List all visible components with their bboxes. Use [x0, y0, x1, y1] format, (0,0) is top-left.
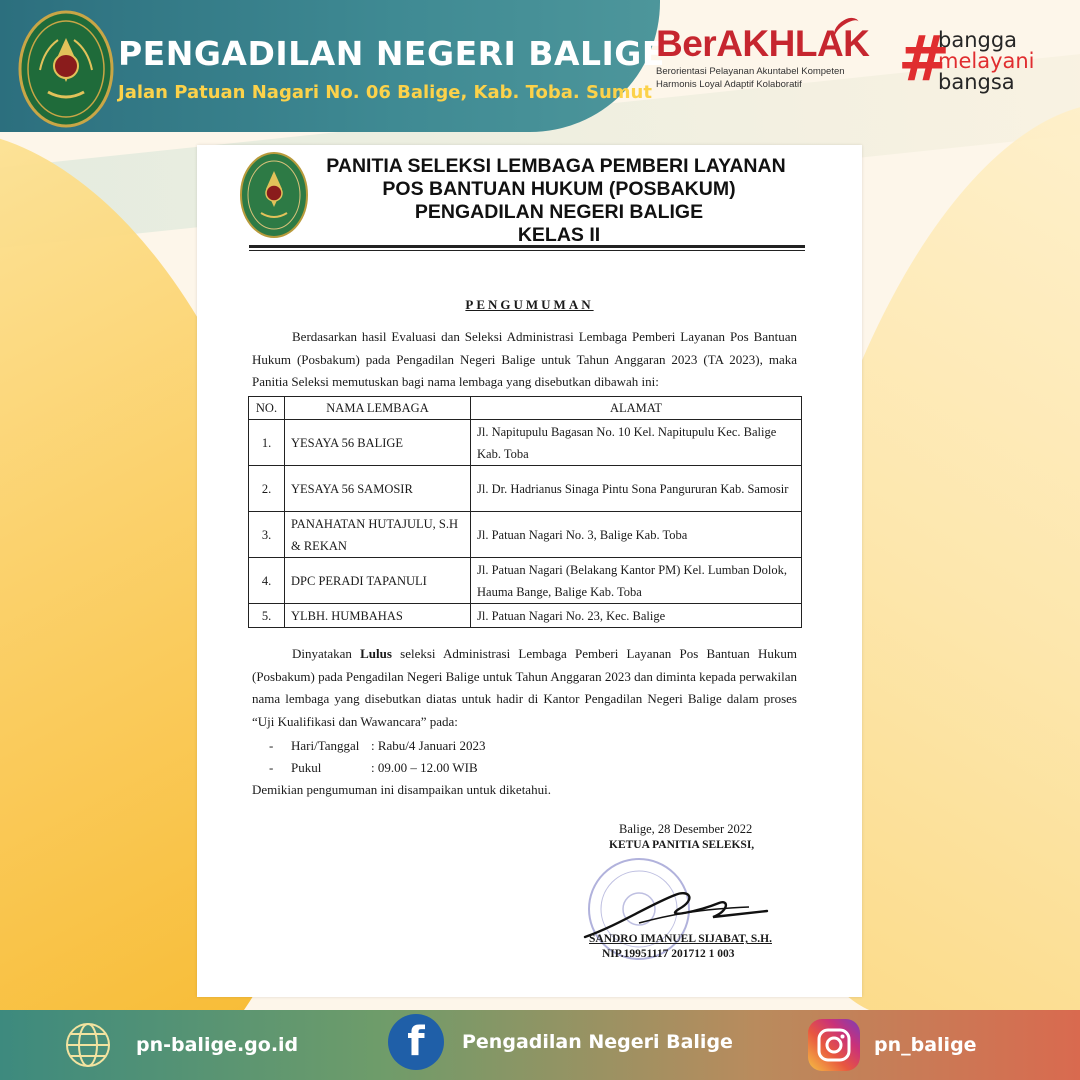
letterhead-line-4: KELAS II [517, 224, 601, 246]
signature-block [595, 821, 825, 853]
footer-website[interactable] [64, 1020, 298, 1070]
cell-alamat: Jl. Patuan Nagari No. 23, Kec. Balige [471, 604, 802, 628]
signer-nip: NIP.19951117 201712 1 003 [602, 948, 735, 960]
table-row [249, 512, 802, 558]
facebook-icon: f [388, 1014, 444, 1070]
cell-nama: YLBH. HUMBAHAS [285, 604, 471, 628]
document-heading: PENGUMUMAN [465, 297, 594, 312]
cell-alamat: Jl. Patuan Nagari (Belakang Kantor PM) Kel. Lumban Dolok, Hauma Bange, Balige Kab. Toba [471, 558, 802, 604]
berakhlak-tagline-2: Harmonis Loyal Adaptif Kolaboratif [656, 79, 802, 90]
schedule-label: Hari/Tanggal [291, 738, 360, 753]
footer-facebook[interactable] [388, 1017, 733, 1067]
schedule-value: : 09.00 – 12.00 WIB [371, 760, 478, 775]
schedule-time [269, 757, 478, 779]
result-paragraph [252, 643, 797, 733]
cell-no: 1. [249, 420, 285, 466]
cell-nama: DPC PERADI TAPANULI [285, 558, 471, 604]
cell-no: 3. [249, 512, 285, 558]
signer-name: SANDRO IMANUEL SIJABAT, S.H. [589, 933, 772, 945]
bangga-melayani-bangsa-logo [898, 22, 1068, 100]
court-emblem-icon [239, 151, 309, 239]
instagram-icon [808, 1019, 860, 1071]
intro-paragraph: Berdasarkan hasil Evaluasi dan Seleksi Administrasi Lembaga Pemberi Layanan Pos Bantuan Hukum (Posbakum) pada Pengadilan Negeri Balige untuk Tahun Anggaran 2023 (TA 2023), maka Panitia Seleksi memutuskan bagi nama lembaga yang disebutkan dibawah ini: [252, 329, 797, 389]
bangga-line-3: bangsa [938, 70, 1015, 94]
schedule-value: : Rabu/4 Januari 2023 [371, 738, 486, 753]
result-text-post: seleksi Administrasi Lembaga Pemberi Layanan Pos Bantuan Hukum (Posbakum) pada Pengadilan Negeri Balige untuk Tahun Anggaran 2023 dan diminta kepada perwakilan nama lembaga yang disebutkan diatas untuk hadir di Kantor Pengadilan Negeri Balige dalam proses “Uji Kualifikasi dan Wawancara” pada: [252, 646, 797, 729]
letterhead-rule-thin [249, 250, 805, 251]
schedule-date [269, 735, 485, 757]
bangga-line-2: melayani [938, 49, 1035, 73]
header-address: Jalan Patuan Nagari No. 06 Balige, Kab. Toba. Sumut [118, 82, 652, 103]
cell-nama: YESAYA 56 SAMOSIR [285, 466, 471, 512]
column-header-no: NO. [249, 397, 285, 420]
website-text: pn-balige.go.id [136, 1034, 299, 1056]
cell-no: 5. [249, 604, 285, 628]
result-text-pre: Dinyatakan [292, 646, 361, 661]
table-row [249, 466, 802, 512]
letterhead-rule [249, 245, 805, 248]
cell-nama: PANAHATAN HUTAJULU, S.H & REKAN [285, 512, 471, 558]
announcement-document [197, 145, 862, 997]
cell-alamat: Jl. Patuan Nagari No. 3, Balige Kab. Toba [471, 512, 802, 558]
schedule-bullet: - [269, 760, 274, 775]
berakhlak-logo [656, 24, 878, 94]
column-header-alamat: ALAMAT [471, 397, 802, 420]
table-header-row [249, 397, 802, 420]
facebook-text: Pengadilan Negeri Balige [462, 1031, 733, 1053]
cell-alamat: Jl. Napitupulu Bagasan No. 10 Kel. Napitupulu Kec. Balige Kab. Toba [471, 420, 802, 466]
cell-nama: YESAYA 56 BALIGE [285, 420, 471, 466]
letterhead [309, 155, 809, 247]
berakhlak-wordmark: BerAKHLAK [656, 23, 870, 64]
schedule-bullet: - [269, 738, 274, 753]
closing-sentence: Demikian pengumuman ini disampaikan untuk diketahui. [252, 782, 551, 797]
institution-table [248, 396, 802, 628]
cell-no: 4. [249, 558, 285, 604]
table-row [249, 420, 802, 466]
instagram-text: pn_balige [874, 1034, 977, 1056]
letterhead-line-1: PANITIA SELEKSI LEMBAGA PEMBERI LAYANAN [326, 155, 786, 177]
letterhead-line-2: POS BANTUAN HUKUM (POSBAKUM) [382, 178, 736, 200]
footer-instagram[interactable] [808, 1020, 977, 1070]
header-banner [0, 0, 665, 132]
signature-role: KETUA PANITIA SELEKSI, [609, 839, 755, 851]
table-row [249, 558, 802, 604]
letterhead-line-3: PENGADILAN NEGERI BALIGE [414, 201, 704, 223]
table-row [249, 604, 802, 628]
schedule-label: Pukul [291, 760, 322, 775]
cell-alamat: Jl. Dr. Hadrianus Sinaga Pintu Sona Pangururan Kab. Samosir [471, 466, 802, 512]
signature-place-date: Balige, 28 Desember 2022 [619, 822, 753, 836]
header-title: PENGADILAN NEGERI BALIGE [118, 34, 665, 73]
bangga-text [938, 30, 1035, 93]
cell-no: 2. [249, 466, 285, 512]
footer-bar [0, 1010, 1080, 1080]
court-emblem-icon [18, 10, 114, 128]
bangga-line-1: bangga [938, 28, 1018, 52]
result-text-bold: Lulus [360, 646, 392, 661]
column-header-nama: NAMA LEMBAGA [285, 397, 471, 420]
hashtag-icon: # [898, 22, 950, 95]
globe-icon [64, 1021, 112, 1069]
berakhlak-tagline-1: Berorientasi Pelayanan Akuntabel Kompeten [656, 66, 845, 77]
